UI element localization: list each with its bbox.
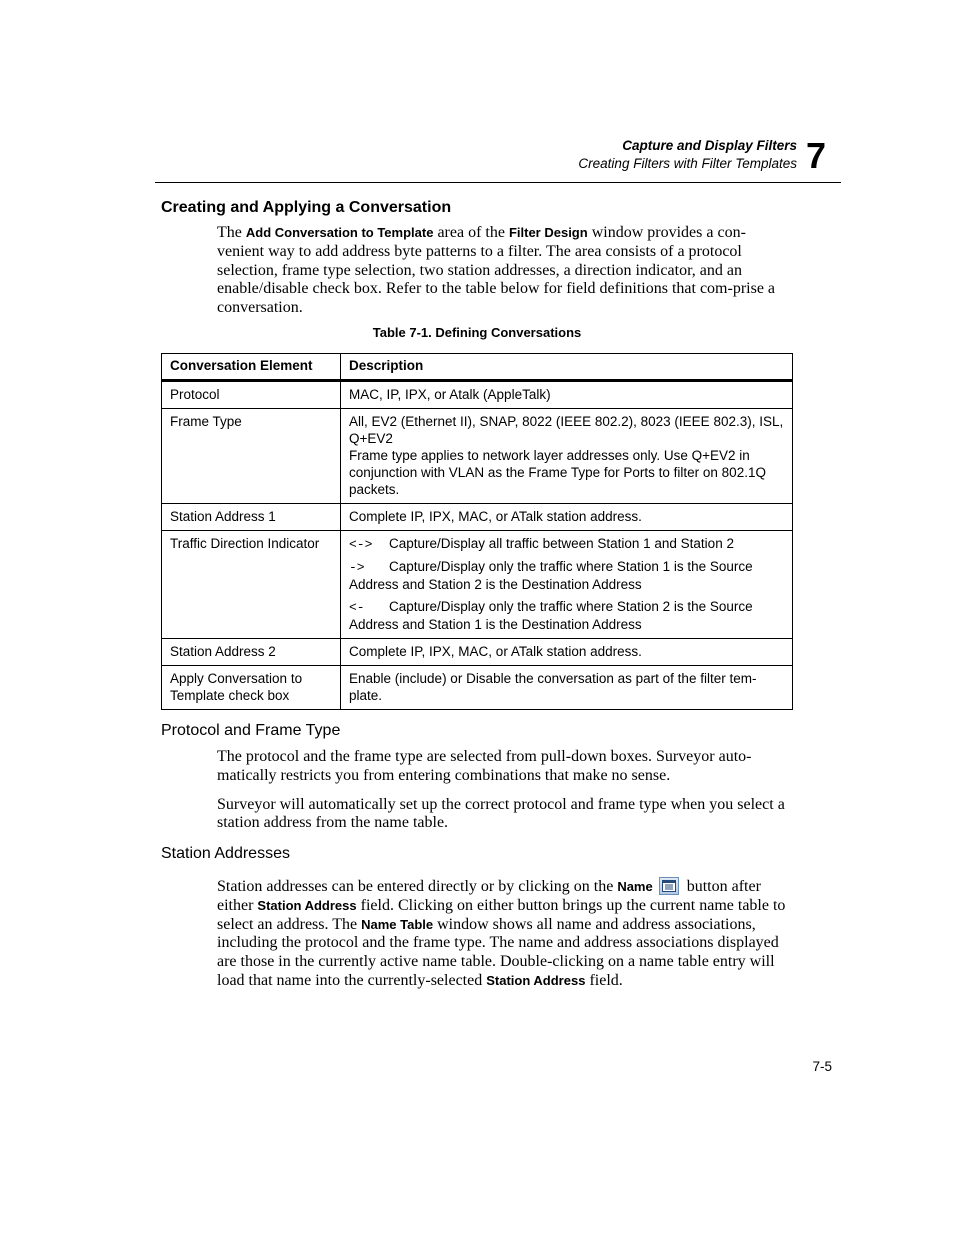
direction-text: Capture/Display only the traffic where Station 2 is the Source Address and Station 1 is the Destination Address	[349, 599, 753, 632]
description-cell	[341, 531, 793, 639]
direction-entry	[349, 558, 784, 593]
ui-term-name-table: Name Table	[361, 916, 434, 932]
table-row	[162, 381, 793, 409]
table-row	[162, 504, 793, 531]
element-cell: Protocol	[162, 381, 341, 409]
column-header-element: Conversation Element	[162, 354, 341, 381]
subsection-title-protocol: Protocol and Frame Type	[161, 722, 341, 739]
chapter-number: 7	[806, 135, 827, 176]
table-row	[162, 531, 793, 639]
description-line: Frame type applies to network layer addresses only. Use Q+EV2 in conjunction with VLAN as the Frame Type for Ports to filter on 802.1Q packets.	[349, 448, 766, 497]
station-text-2: button after either	[217, 878, 761, 914]
description-cell: Enable (include) or Disable the conversation as part of the filter tem-plate.	[341, 666, 793, 710]
header-rule	[155, 182, 841, 183]
protocol-paragraph-2: Surveyor will automatically set up the correct protocol and frame type when you select a station address from the name table.	[217, 795, 785, 832]
protocol-paragraphs	[217, 748, 792, 843]
direction-symbol: ->	[349, 560, 365, 575]
direction-symbol: <-	[349, 600, 365, 615]
ui-term-station-address: Station Address	[257, 897, 357, 913]
protocol-paragraph-1: The protocol and the frame type are selected from pull-down boxes. Surveyor auto-matically restricts you from entering combinations that make no sense.	[217, 748, 752, 784]
conversation-table	[161, 353, 793, 710]
intro-text-2: area of the	[433, 224, 509, 241]
element-cell: Station Address 1	[162, 504, 341, 531]
station-text-1: Station addresses can be entered directly or by clicking on the	[217, 878, 618, 895]
description-cell: Complete IP, IPX, MAC, or ATalk station address.	[341, 639, 793, 666]
station-text-4: window shows all name and address associations, including the protocol and the frame type. The name and address associations displayed are those in the currently active name table. Double-clicking on a name table entry will load that name into the currently-selected	[217, 915, 779, 989]
description-cell: Complete IP, IPX, MAC, or ATalk station address.	[341, 504, 793, 531]
section-title: Creating and Applying a Conversation	[161, 199, 452, 216]
running-header-section-title: Creating Filters with Filter Templates	[578, 156, 797, 171]
ui-term-name: Name	[617, 879, 653, 894]
column-header-description: Description	[341, 354, 793, 381]
table-row	[162, 409, 793, 504]
description-cell: MAC, IP, IPX, or Atalk (AppleTalk)	[341, 381, 793, 409]
subsection-title-station: Station Addresses	[161, 845, 290, 862]
direction-entry	[349, 535, 784, 553]
intro-text-1: The	[217, 224, 246, 241]
ui-term-filter-design: Filter Design	[508, 225, 588, 240]
page-number: 7-5	[812, 1059, 832, 1074]
station-text-3: field. Clicking on either button brings up the current name table to select an address. The	[217, 896, 786, 933]
name-button-icon	[659, 877, 679, 895]
intro-paragraph	[217, 224, 792, 328]
ui-term-station-address-2: Station Address	[486, 972, 586, 988]
direction-text: Capture/Display all traffic between Station 1 and Station 2	[389, 536, 734, 551]
table-caption: Table 7-1. Defining Conversations	[372, 325, 582, 340]
ui-term-add-conversation: Add Conversation to Template	[245, 225, 434, 240]
intro-text-3: window provides a con-venient way to add address byte patterns to a filter. The area consists of a protocol selection, frame type selection, two station addresses, a direction indicator, and an enable/disable check box. Refer to the table below for field definitions that com-prise a conversation.	[217, 224, 776, 317]
station-text-5: field.	[585, 971, 623, 989]
description-line: All, EV2 (Ethernet II), SNAP, 8022 (IEEE 802.2), 8023 (IEEE 802.3), ISL, Q+EV2	[349, 414, 784, 446]
table-row	[162, 666, 793, 710]
table-row	[162, 639, 793, 666]
direction-symbol: <->	[349, 537, 373, 552]
running-header-chapter-title: Capture and Display Filters	[622, 138, 797, 153]
table-header-row	[162, 354, 793, 381]
element-cell: Apply Conversation to Template check box	[162, 666, 341, 710]
direction-entry	[349, 598, 784, 633]
element-cell: Frame Type	[162, 409, 341, 504]
direction-text: Capture/Display only the traffic where Station 1 is the Source Address and Station 2 is the Destination Address	[349, 559, 753, 592]
element-cell: Station Address 2	[162, 639, 341, 666]
station-paragraph	[217, 877, 792, 1001]
description-cell	[341, 409, 793, 504]
element-cell: Traffic Direction Indicator	[162, 531, 341, 639]
